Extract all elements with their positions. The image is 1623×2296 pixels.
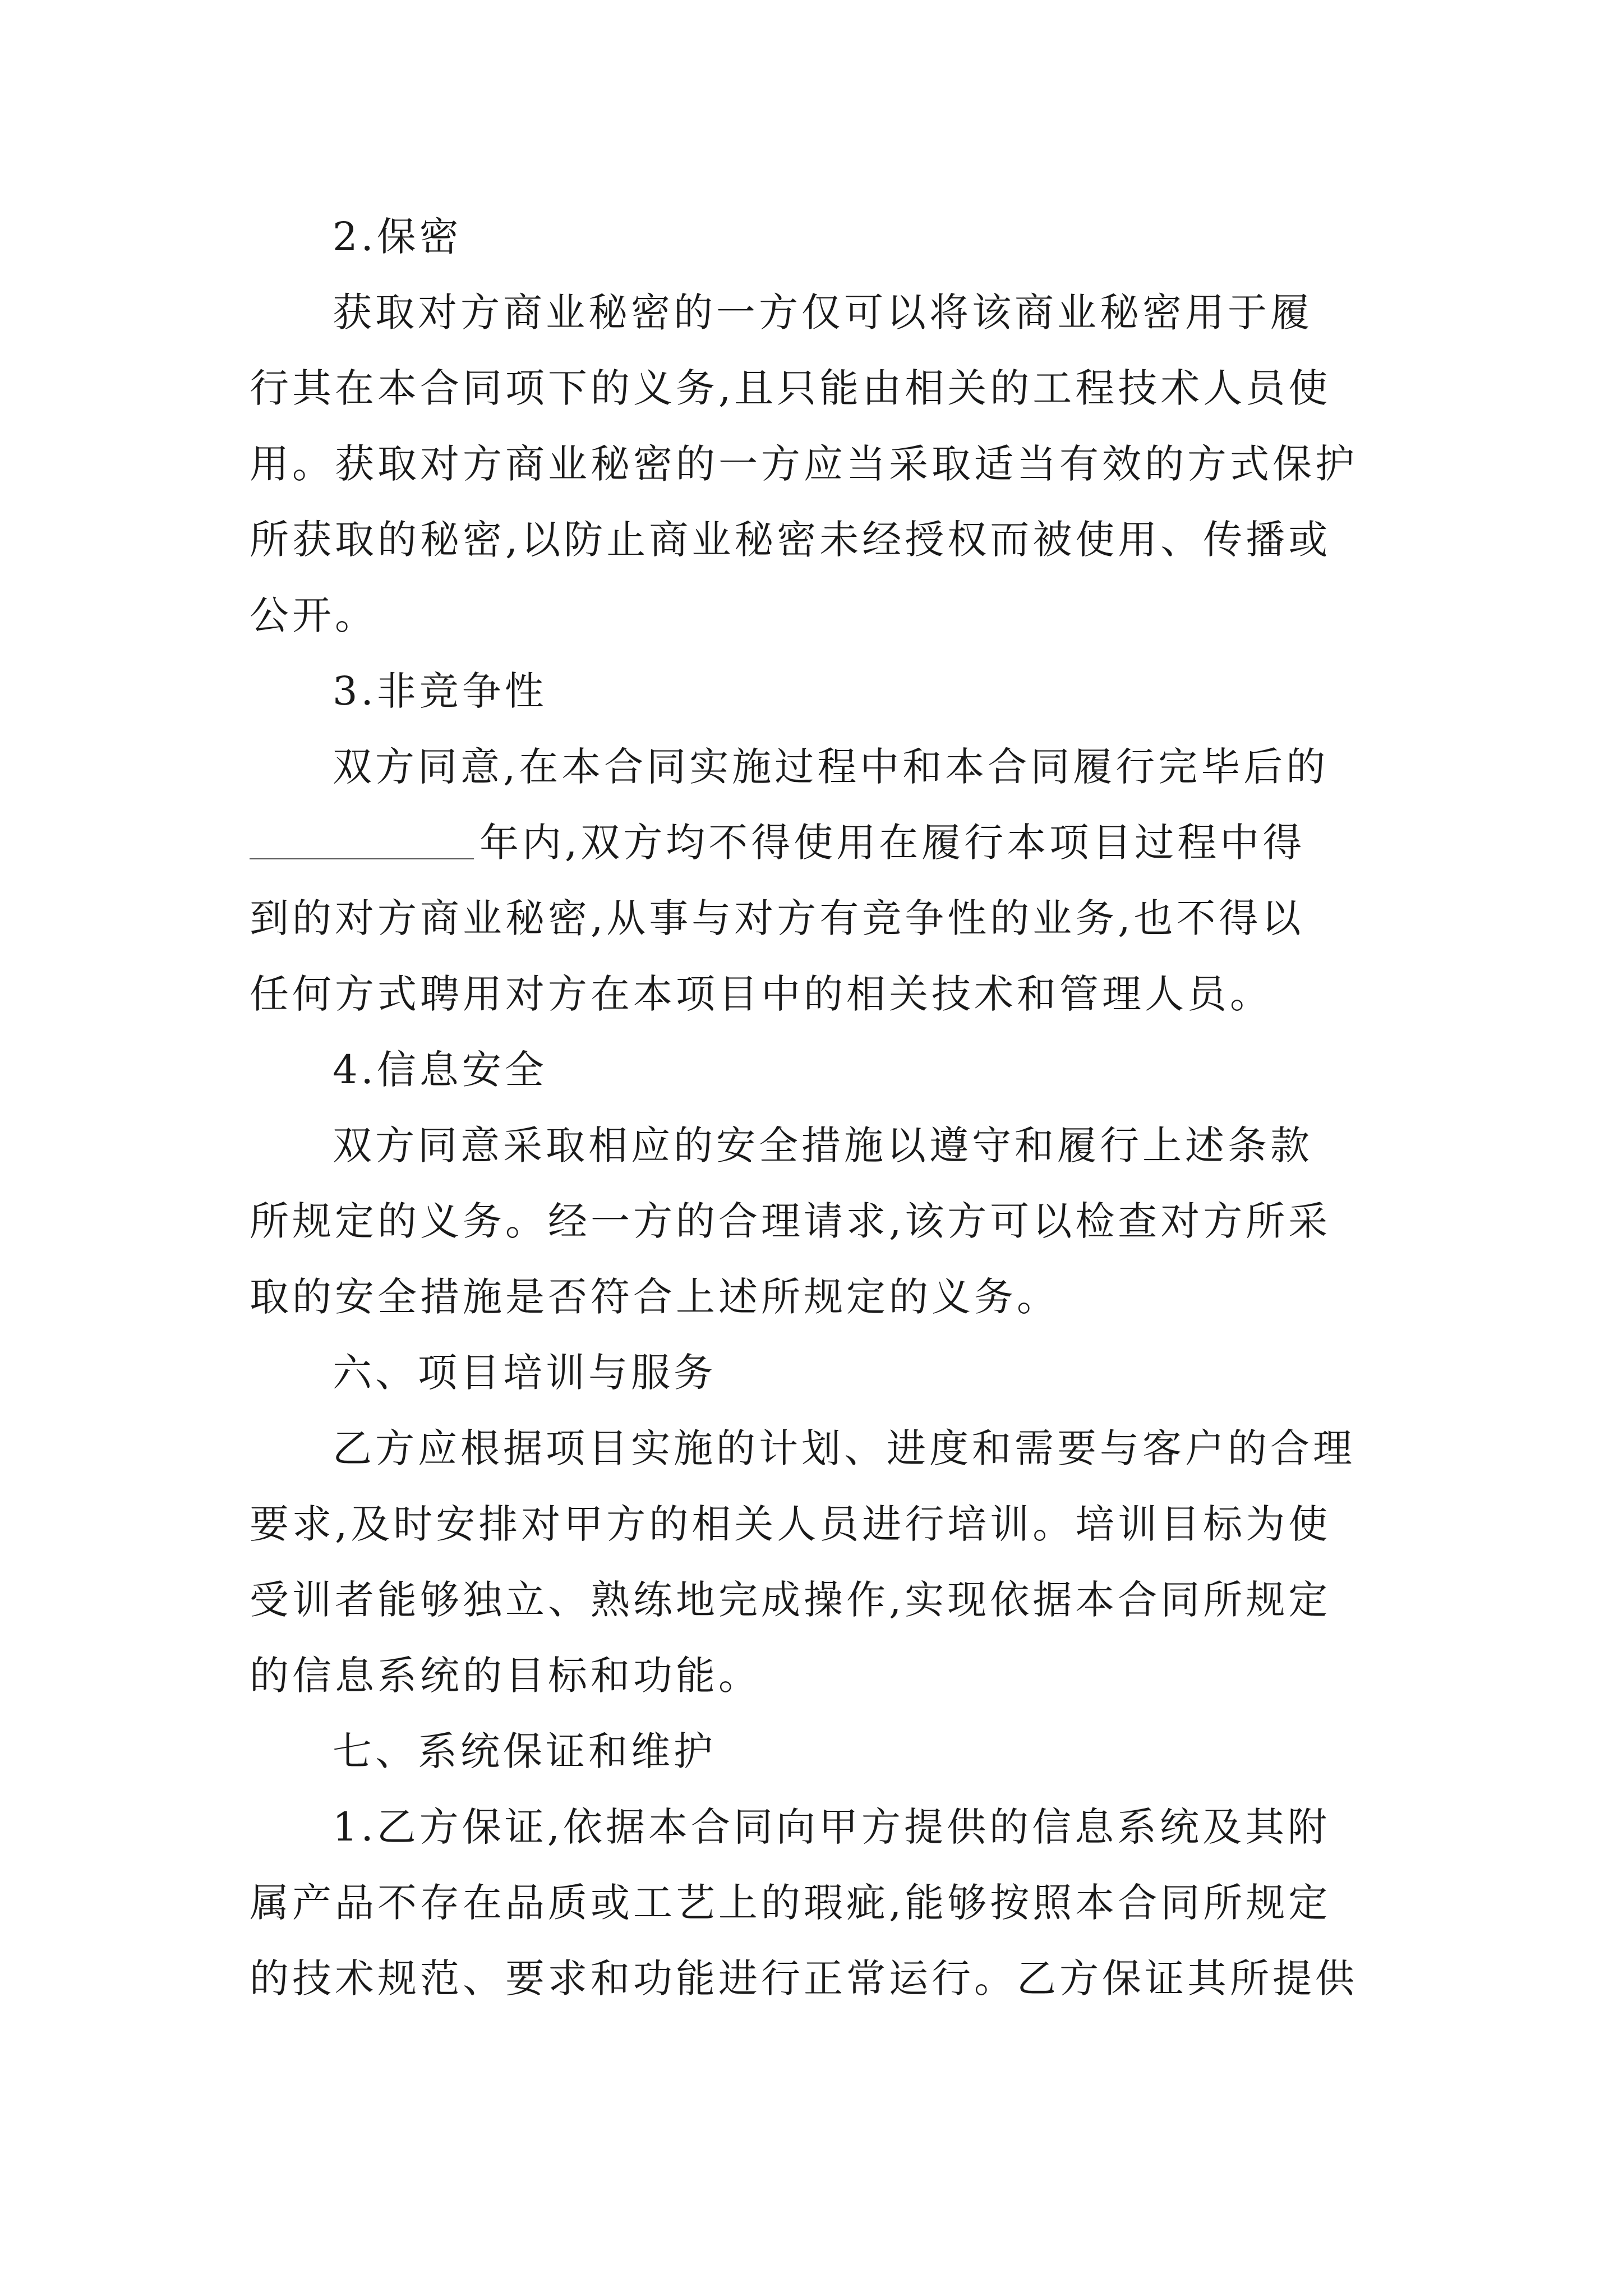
section-heading-warranty-maintenance: 七、系统保证和维护 xyxy=(333,1728,716,1774)
paragraph-line: 行其在本合同项下的义务,且只能由相关的工程技术人员使 xyxy=(250,365,1331,411)
paragraph-line: 获取对方商业秘密的一方仅可以将该商业秘密用于履 xyxy=(333,289,1313,335)
paragraph-line: 到的对方商业秘密,从事与对方有竞争性的业务,也不得以 xyxy=(250,895,1304,941)
section-heading-confidentiality: 2.保密 xyxy=(333,214,462,260)
paragraph-line: 要求,及时安排对甲方的相关人员进行培训。培训目标为使 xyxy=(250,1501,1331,1547)
paragraph-line: 公开。 xyxy=(250,592,377,638)
paragraph-line: 的信息系统的目标和功能。 xyxy=(250,1653,761,1699)
paragraph-line-with-blank xyxy=(250,805,1377,881)
paragraph-line: 所规定的义务。经一方的合理请求,该方可以检查对方所采 xyxy=(250,1198,1331,1244)
paragraph-line: 用。获取对方商业秘密的一方应当采取适当有效的方式保护 xyxy=(250,441,1358,487)
paragraph-line-text: 年内,双方均不得使用在履行本项目过程中得 xyxy=(479,820,1306,866)
paragraph-line: 1.乙方保证,依据本合同向甲方提供的信息系统及其附 xyxy=(333,1804,1331,1850)
paragraph-line: 双方同意,在本合同实施过程中和本合同履行完毕后的 xyxy=(333,744,1329,790)
paragraph-line: 乙方应根据项目实施的计划、进度和需要与客户的合理 xyxy=(333,1425,1355,1471)
paragraph-line: 所获取的秘密,以防止商业秘密未经授权而被使用、传播或 xyxy=(250,517,1331,563)
document-body xyxy=(250,199,1377,2017)
section-heading-non-compete: 3.非竞争性 xyxy=(333,668,547,714)
paragraph-line: 任何方式聘用对方在本项目中的相关技术和管理人员。 xyxy=(250,971,1272,1017)
section-heading-training-services: 六、项目培训与服务 xyxy=(333,1350,716,1396)
paragraph-line: 的技术规范、要求和功能进行正常运行。乙方保证其所提供 xyxy=(250,1955,1358,2001)
section-heading-information-security: 4.信息安全 xyxy=(333,1047,547,1093)
fill-in-blank-years[interactable] xyxy=(250,805,474,859)
paragraph-line: 属产品不存在品质或工艺上的瑕疵,能够按照本合同所规定 xyxy=(250,1880,1331,1926)
paragraph-line: 取的安全措施是否符合上述所规定的义务。 xyxy=(250,1274,1059,1320)
paragraph-line: 双方同意采取相应的安全措施以遵守和履行上述条款 xyxy=(333,1122,1313,1168)
paragraph-line: 受训者能够独立、熟练地完成操作,实现依据本合同所规定 xyxy=(250,1577,1331,1623)
